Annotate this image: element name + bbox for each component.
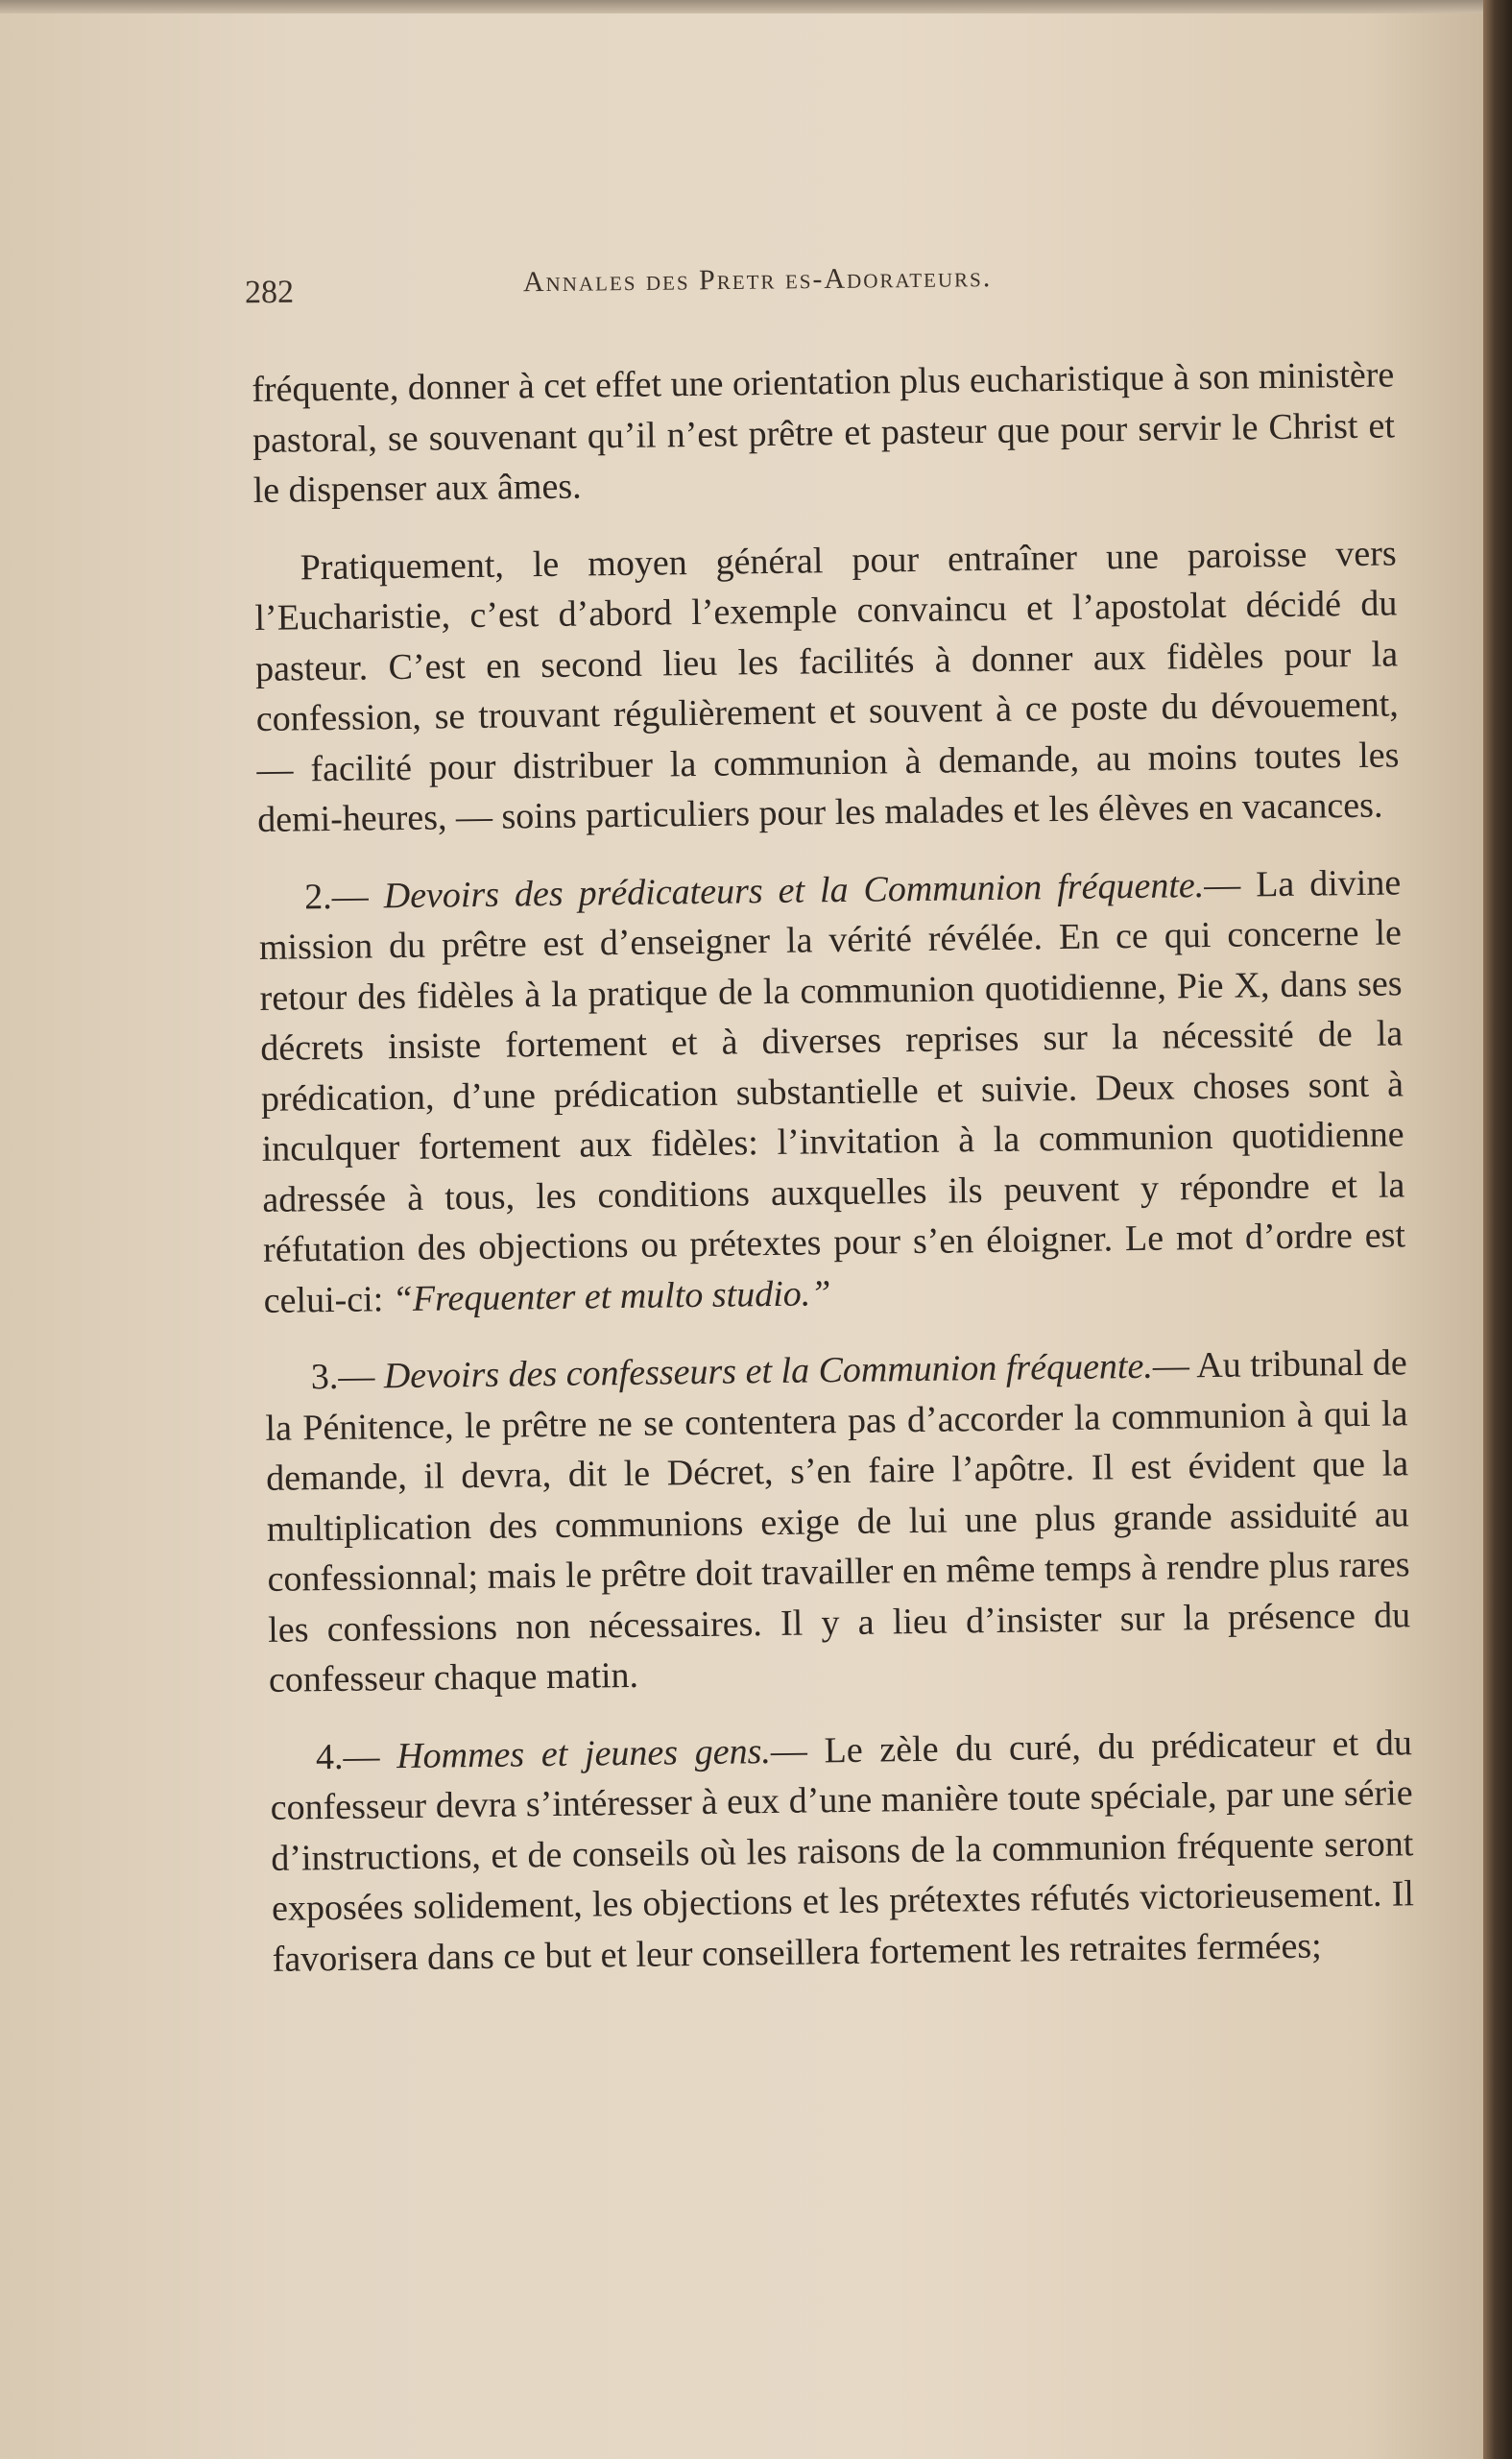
section-3-heading: Devoirs des confesseurs et la Communion fréquente.	[383, 1345, 1154, 1397]
page-number: 282	[244, 274, 295, 311]
book-binding-edge	[1483, 0, 1512, 2459]
section-2-heading: Devoirs des prédicateurs et la Communion fréquente.	[383, 864, 1205, 916]
paragraph-1	[252, 350, 1396, 516]
paragraph-2	[253, 528, 1400, 846]
section-2-text: — La divine mission du prêtre est d’enseigner la vérité révélée. En ce qui concerne le retour des fidèles à la pratique de la communion quotidienne, Pie X, dans ses décrets insiste fortement et à diverses reprises sur la nécessité de la prédication, d’une prédication substantielle et suivie. Deux choses sont à inculquer fortement aux fidèles: l’invitation à la communion quotidienne adressée à tous, les conditions auxquelles ils peuvent y répondre et la réfutation des objections ou prétextes pour s’en éloigner. Le mot d’ordre est celui-ci:	[258, 861, 1406, 1321]
section-3-text: — Au tribunal de la Pénitence, le prêtre ne se contentera pas d’accorder la communion à qui la demande, il devra, dit le Décret, s’en faire l’apôtre. Il est évident que la multiplication des communions exige de lui une plus grande assiduité au confessionnal; mais le prêtre doit travailler en même temps à rendre plus rares les confessions non nécessaires. Il y a lieu d’insister sur la présence du confesseur chaque matin.	[265, 1342, 1411, 1700]
page-header	[245, 253, 1398, 324]
section-4-paragraph	[270, 1718, 1415, 1985]
paragraph-1-text: fréquente, donner à cet effet une orientation plus eucharistique à son ministère pastoral, se souvenant qu’il n’est prêtre et pasteur que pour servir le Christ et le dispenser aux âmes.	[252, 354, 1396, 511]
section-4-text: — Le zèle du curé, du prédicateur et du confesseur devra s’intéresser à eux d’une manière toute spéciale, par une série d’instructions, et de conseils où les raisons de la communion fréquente seront exposées solidement, les objections et les prétextes réfutés victorieusement. Il favorisera dans ce but et leur conseillera fortement les retraites fermées;	[270, 1722, 1415, 1980]
section-3-number: 3.—	[310, 1356, 375, 1398]
section-3-paragraph	[264, 1338, 1411, 1705]
top-edge	[0, 0, 1483, 13]
section-2-number: 2.—	[303, 875, 370, 917]
body-text	[252, 350, 1415, 2011]
section-4-number: 4.—	[315, 1735, 380, 1777]
paragraph-2-text: Pratiquement, le moyen général pour entraîner une paroisse vers l’Eucharistie, c’est d’abord l’exemple convaincu et l’apostolat décidé du pasteur. C’est en second lieu les facilités à donner aux fidèles pour la confession, se trouvant régulièrement et souvent à ce poste du dévouement, — facilité pour distribuer la communion à demande, au moins toutes les demi-heures, — soins particuliers pour les malades et les élèves en vacances.	[254, 532, 1400, 840]
section-2-quote: “Frequenter et multo studio.”	[392, 1272, 831, 1319]
section-4-heading: Hommes et jeunes gens.	[396, 1730, 772, 1776]
section-2-paragraph	[258, 857, 1406, 1326]
running-head: Annales des Pretr es-Adorateurs.	[522, 261, 993, 299]
